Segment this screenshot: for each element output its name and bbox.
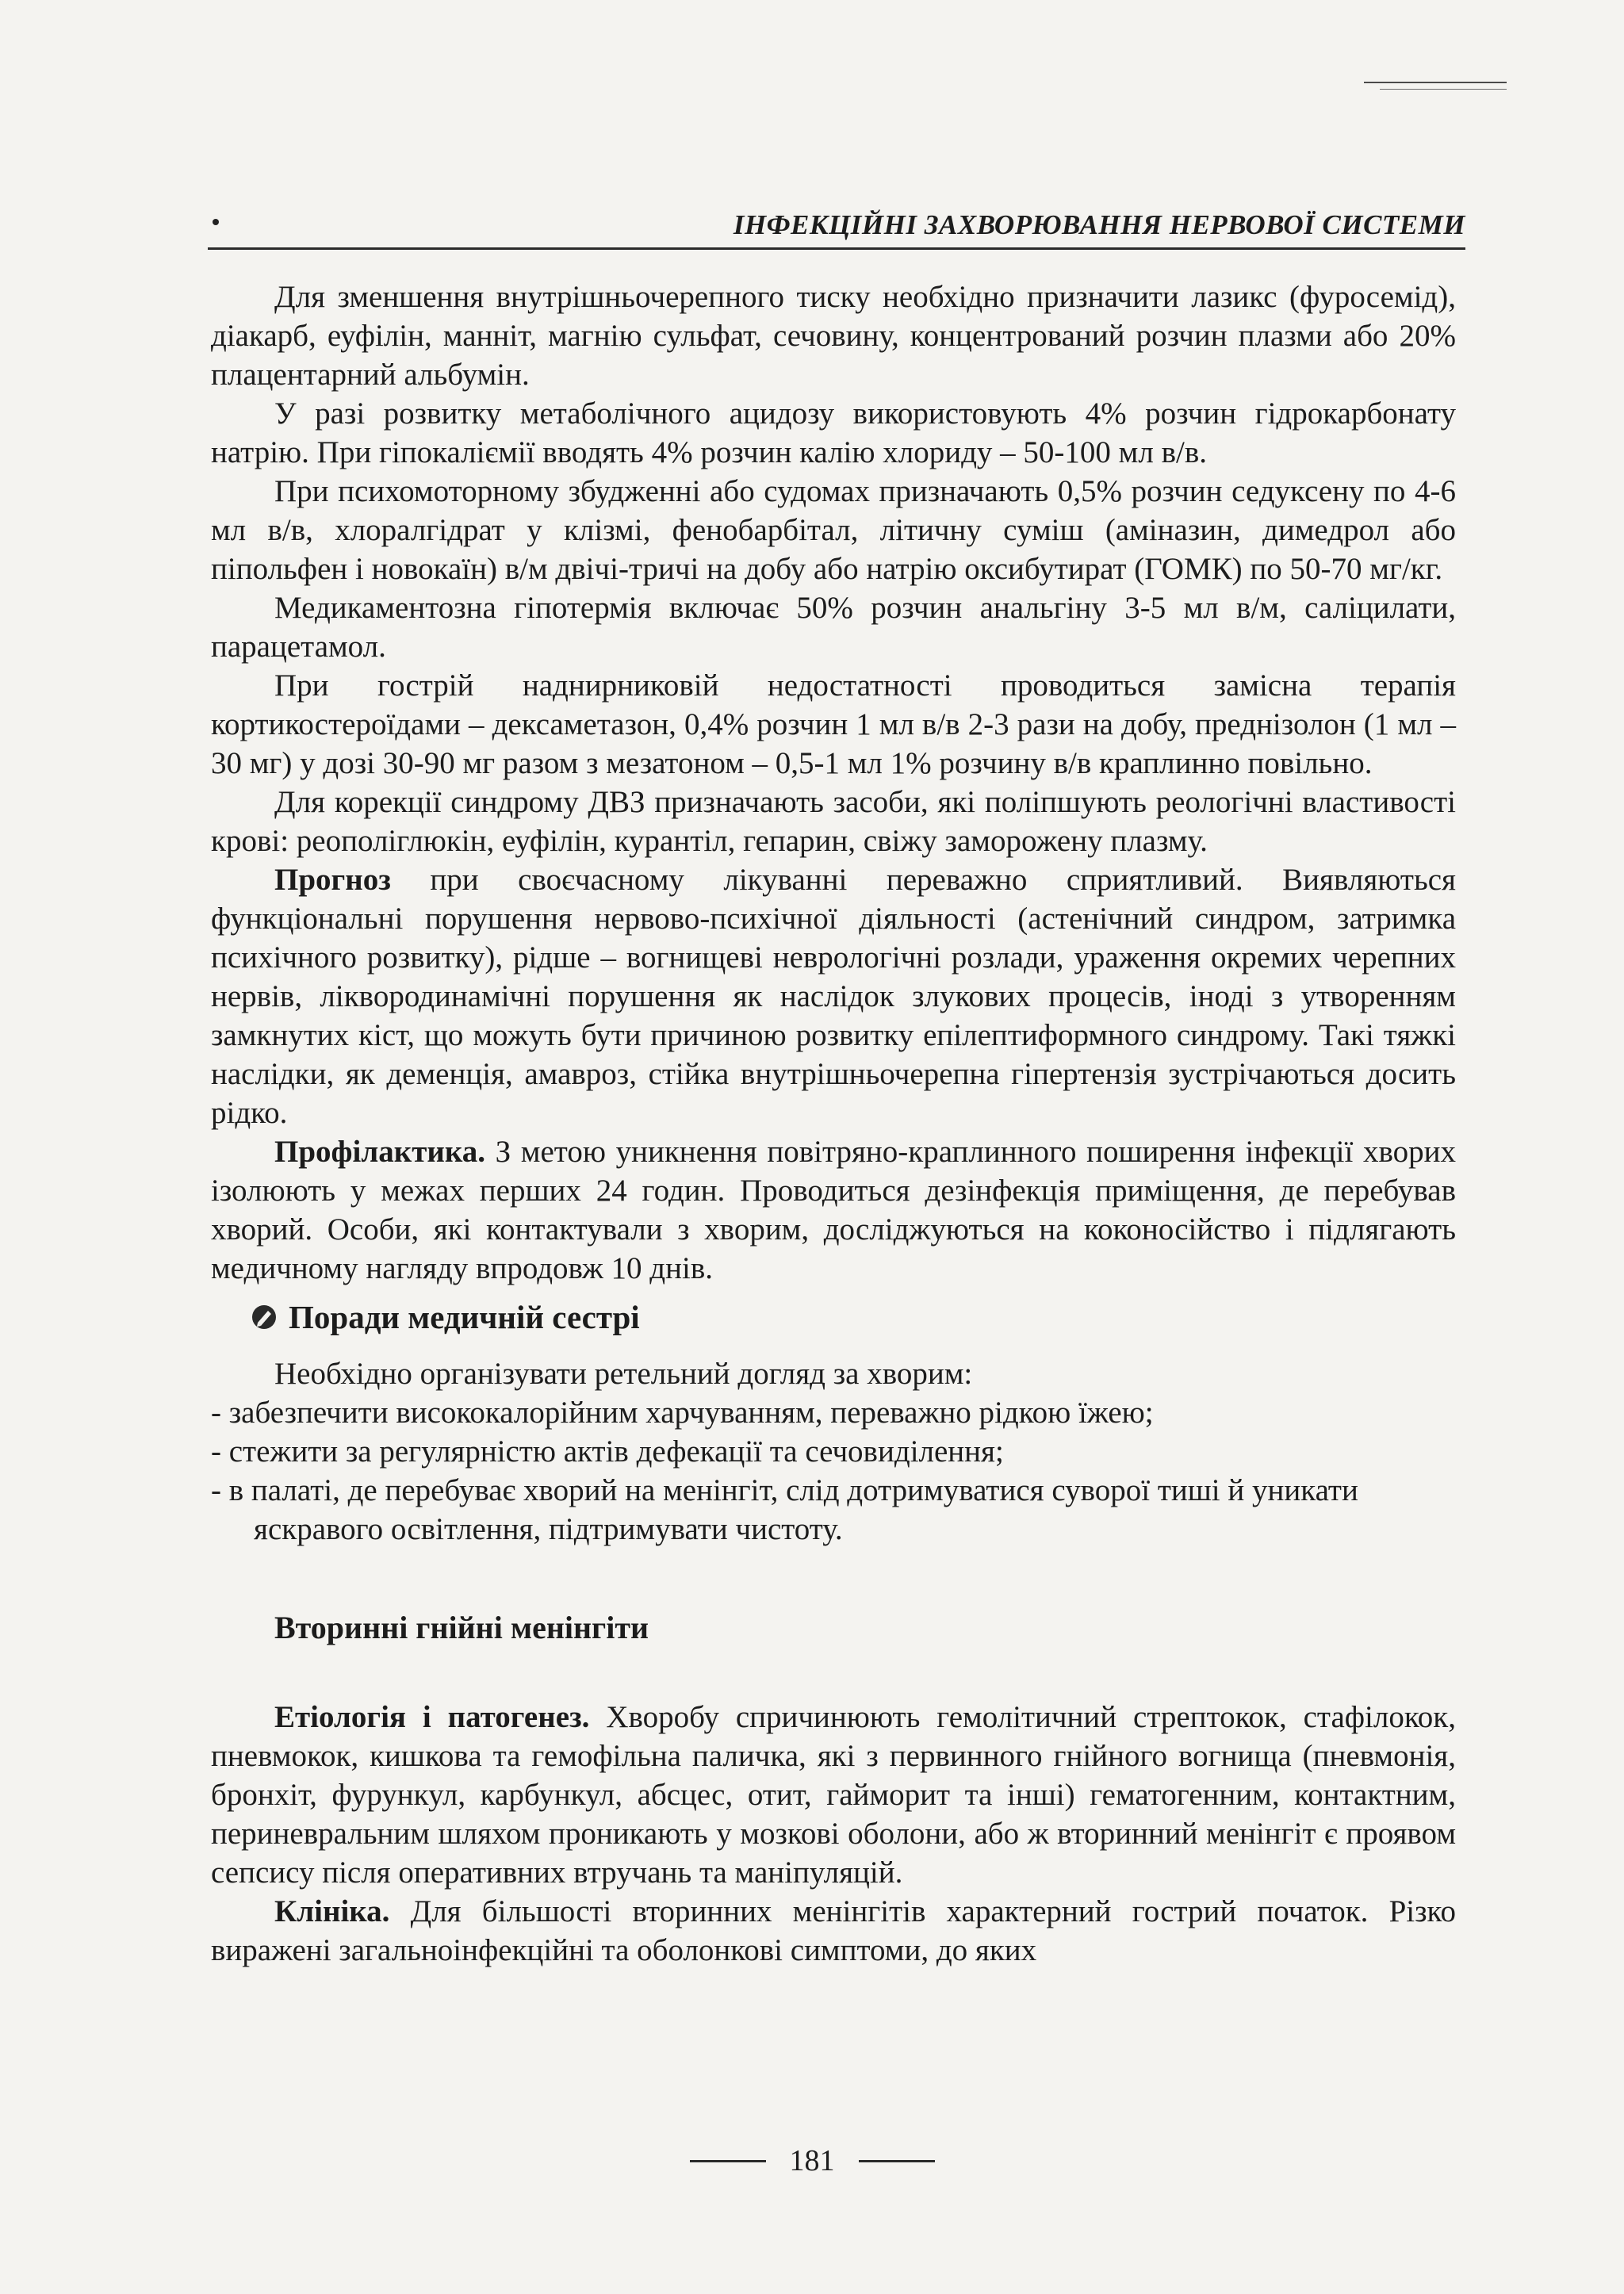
prevention-label: Профілактика. bbox=[274, 1135, 485, 1169]
page-content bbox=[211, 278, 1456, 1970]
section-heading-secondary-meningitis: Вторинні гнійні менінгіти bbox=[274, 1610, 649, 1645]
clinic-label: Клініка. bbox=[274, 1894, 390, 1928]
prognosis-text: при своєчасному лікуванні переважно сприятливий. Виявляються функціональні порушення нервово-психічної діяльності (астенічний синдром, затримка психічного розвитку), рідше – вогнищеві неврологічні розлади, ураження окремих черепних нервів, ліквородинамічні порушення як наслідок злукових процесів, іноді з утворенням замкнутих кіст, що можуть бути причиною розвитку епілептиформного синдрому. Такі тяжкі наслідки, як деменція, амавроз, стійка внутрішньочерепна гіпертензія зустрічаються досить рідко. bbox=[211, 863, 1456, 1130]
running-head-title: ІНФЕКЦІЙНІ ЗАХВОРЮВАННЯ НЕРВОВОЇ СИСТЕМИ bbox=[733, 209, 1465, 240]
nurse-advice-title: Поради медичній сестрі bbox=[289, 1299, 640, 1335]
running-head bbox=[208, 208, 1465, 250]
paragraph-acidosis: У разі розвитку метаболічного ацидозу використовують 4% розчин гідрокарбонату натрію. При гіпокаліємії вводять 4% розчин калію хлориду – 50-100 мл в/в. bbox=[211, 396, 1456, 469]
prognosis-label: Прогноз bbox=[274, 863, 391, 897]
page-number: 181 bbox=[789, 2144, 835, 2177]
page-footer bbox=[0, 2141, 1624, 2181]
nurse-advice-intro: Необхідно організувати ретельний догляд за хворим: bbox=[274, 1357, 973, 1391]
etiology-text: Хворобу спричинюють гемолітичний стрептокок, стафілокок, пневмокок, кишкова та гемофільна паличка, які з первинного гнійного вогнища (пневмонія, бронхіт, фурункул, карбункул, абсцес, отит, гайморит та інші) гематогенним, контактним, периневральним шляхом проникають у мозкові оболони, або ж вторинний менінгіт є проявом сепсису після оперативних втручань та маніпуляцій. bbox=[211, 1700, 1456, 1890]
top-decorative-rule bbox=[1364, 82, 1507, 83]
advice-marker-icon bbox=[251, 1304, 278, 1331]
prevention-text: З метою уникнення повітряно-краплинного поширення інфекції хворих ізолюють у межах перших 24 годин. Проводиться дезінфекція приміщення, де перебував хворий. Особи, які контактували з хворим, досліджуються на коконосійство і підлягають медичному нагляду впродовж 10 днів. bbox=[211, 1135, 1456, 1285]
paragraph-seizures: При психомоторному збудженні або судомах призначають 0,5% розчин седуксену по 4-6 мл в/в, хлоралгідрат у клізмі, фенобарбітал, літичну суміш (аміназин, димедрол або піпольфен і новокаїн) в/м двічі-тричі на добу або натрію оксибутират (ГОМК) по 50-70 мг/кг. bbox=[211, 474, 1456, 586]
paragraph-hypothermia: Медикаментозна гіпотермія включає 50% розчин анальгіну 3-5 мл в/м, саліцилати, парацетамол. bbox=[211, 591, 1456, 664]
paragraph-clinic bbox=[211, 1892, 1456, 1970]
nurse-advice-list bbox=[211, 1393, 1456, 1549]
top-decorative-rule-thin bbox=[1380, 89, 1507, 90]
paragraph-prevention bbox=[211, 1132, 1456, 1288]
paragraph-etiology bbox=[211, 1698, 1456, 1892]
running-head-bullet bbox=[213, 219, 219, 225]
nurse-advice-heading bbox=[211, 1294, 1456, 1340]
footer-dash-left bbox=[690, 2160, 766, 2162]
paragraph-adrenal-insufficiency: При гострій наднирниковій недостатності проводиться замісна терапія кортикостероїдами – дексаметазон, 0,4% розчин 1 мл в/в 2-3 рази на добу, преднізолон (1 мл – 30 мг) у дозі 30-90 мг разом з мезатоном – 0,5-1 мл 1% розчину в/в краплинно повільно. bbox=[211, 668, 1456, 780]
etiology-label: Етіологія і патогенез. bbox=[274, 1700, 590, 1734]
paragraph-prognosis bbox=[211, 860, 1456, 1132]
list-item: - в палаті, де перебуває хворий на менінгіт, слід дотримуватися суворої тиші й уникати яскравого освітлення, підтримувати чистоту. bbox=[211, 1473, 1358, 1546]
list-item: - забезпечити висококалорійним харчуванням, переважно рідкою їжею; bbox=[211, 1396, 1154, 1430]
clinic-text: Для більшості вторинних менінгітів характерний гострий початок. Різко виражені загальноінфекційні та оболонкові симптоми, до яких bbox=[211, 1894, 1456, 1967]
paragraph-intracranial-pressure: Для зменшення внутрішньочерепного тиску необхідно призначити лазикс (фуросемід), діакарб, еуфілін, манніт, магнію сульфат, сечовину, концентрований розчин плазми або 20% плацентарний альбумін. bbox=[211, 280, 1456, 392]
paragraph-dic-syndrome: Для корекції синдрому ДВЗ призначають засоби, які поліпшують реологічні властивості крові: реополіглюкін, еуфілін, курантіл, гепарин, свіжу заморожену плазму. bbox=[211, 785, 1456, 858]
footer-dash-right bbox=[859, 2160, 935, 2162]
list-item: - стежити за регулярністю актів дефекації та сечовиділення; bbox=[211, 1434, 1004, 1469]
